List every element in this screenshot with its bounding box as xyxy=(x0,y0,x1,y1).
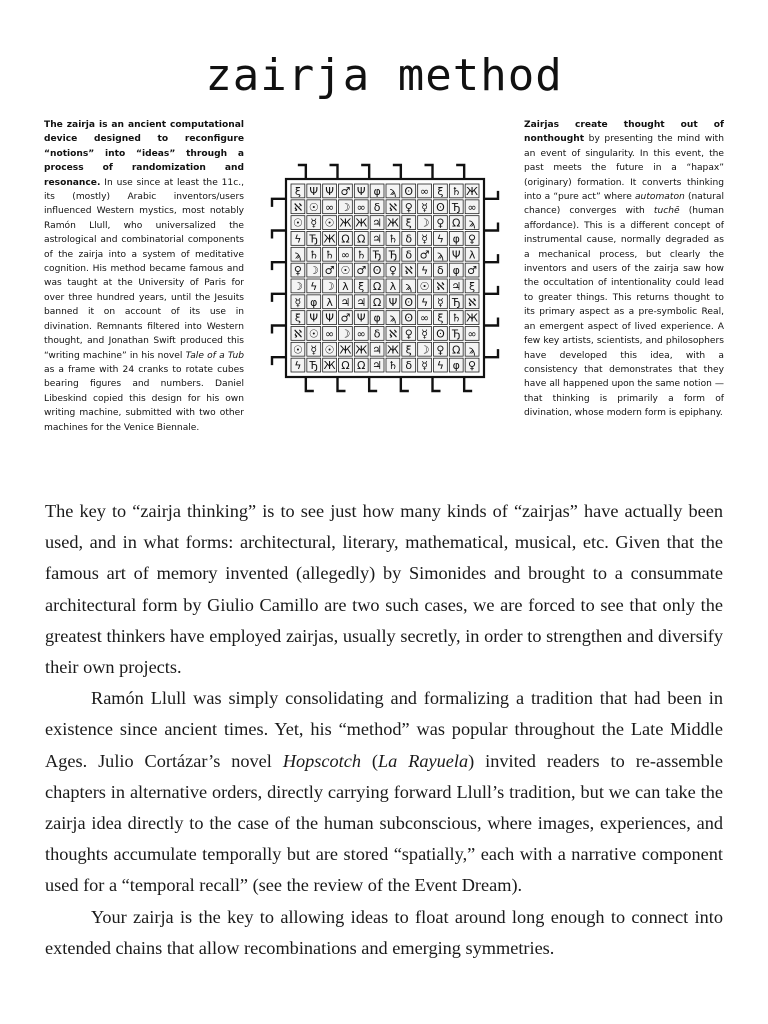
cube-figure-mark: ♃ xyxy=(372,216,383,230)
body-p2-text-b: ( xyxy=(361,750,379,771)
body-paragraph-3: Your zairja is the key to allowing ideas to float around long enough to connect into extended chains that allow recombinations and emerging symmetries. xyxy=(45,906,723,958)
cube-figure-mark: Ψ xyxy=(356,311,366,325)
cube-figure-mark: Ω xyxy=(452,216,461,230)
cube-figure-mark: ʘ xyxy=(404,184,414,198)
cube-figure-mark: ϟ xyxy=(294,359,302,373)
cube-figure-mark: ϟ xyxy=(436,359,445,373)
right-lead-bold: Zairjas create thought out of nonthought xyxy=(524,120,724,145)
cube-figure-mark: Ж xyxy=(355,216,368,230)
cube-figure-mark: ♂ xyxy=(324,264,335,278)
cube-figure-mark: Ψ xyxy=(325,311,334,325)
cube-figure-mark: Ђ xyxy=(309,359,319,373)
cube-figure-mark: ♃ xyxy=(372,232,383,246)
cube-figure-mark: ☽ xyxy=(419,343,430,357)
cube-figure-mark: ♃ xyxy=(340,295,351,309)
right-text-3: (human affordance). This is a different concept of instrumental cause, normally degraded as a mechanical process, but clearly the inventors and users of the zairja saw how the occultation of intentionality could lead to greater things. This returns thought to its primary aspect as a pre-symbolic Real, an emergent aspect of lived experience. A few key artists, scientists, and philosophers have developed this idea, with a consistency that demonstrates that they have all happened upon the same notion — that thinking is primarily a form of divination, whose modern form is epiphany. xyxy=(524,206,724,419)
cube-figure-mark: ξ xyxy=(437,184,444,198)
cube-figure-mark: Ω xyxy=(357,232,366,246)
cube-figure-mark: ♄ xyxy=(356,248,367,262)
cube-figure-mark: ☽ xyxy=(340,327,351,341)
cube-figure-mark: ϡ xyxy=(468,343,476,357)
cube-figure-mark: ☿ xyxy=(294,295,302,309)
cube-figure-mark: ℵ xyxy=(388,200,398,214)
cube-figure-mark: ∞ xyxy=(419,184,430,198)
cube-figure-mark: ☿ xyxy=(437,295,444,309)
cube-figure-mark: δ xyxy=(437,264,444,278)
cube-figure-mark: δ xyxy=(373,200,381,214)
left-text-2: as a frame with 24 cranks to rotate cubes bearing figures and numbers. Daniel Libeskind copied this design for his own writing machine, submitted with two other machines for the Venice Biennale. xyxy=(44,364,244,433)
cube-figure-mark: ♄ xyxy=(387,232,398,246)
crank-handle-bottom xyxy=(338,377,346,391)
main-body-text xyxy=(45,496,723,964)
cube-figure-mark: ξ xyxy=(294,184,301,198)
left-lead-bold: The zairja is an ancient computational device designed to reconfigure “notions” into “ideas” through a process of randomization and resonance. xyxy=(44,120,244,188)
cube-figure-mark: ϡ xyxy=(389,311,397,325)
cube-figure-mark: Ω xyxy=(357,359,366,373)
cube-figure-mark: ℵ xyxy=(436,279,445,293)
cube-figure-mark: ♃ xyxy=(451,279,462,293)
cube-figure-mark: ☿ xyxy=(421,359,428,373)
cube-figure-mark: Ђ xyxy=(309,232,319,246)
cube-figure-mark: φ xyxy=(373,184,381,198)
left-sidebar-text xyxy=(44,118,244,435)
crank-handle-left xyxy=(272,262,286,270)
cube-figure-mark: λ xyxy=(468,248,476,262)
cube-figure-mark: Ψ xyxy=(309,311,319,325)
cube-figure-mark: ♀ xyxy=(293,264,302,278)
cube-figure-mark: ℵ xyxy=(293,200,303,214)
cube-figure-mark: ☉ xyxy=(324,343,335,357)
cube-figure-mark: ☿ xyxy=(310,343,318,357)
cube-figure-mark: Ψ xyxy=(325,184,334,198)
crank-handle-right xyxy=(484,318,498,326)
crank-handle-right xyxy=(484,191,498,199)
cube-figure-mark: δ xyxy=(405,232,413,246)
cube-figure-mark: ϡ xyxy=(468,216,476,230)
cube-figure-mark: ϡ xyxy=(294,248,302,262)
cube-figure-mark: ♀ xyxy=(404,327,413,341)
cube-figure-mark: ξ xyxy=(294,311,301,325)
crank-handle-left xyxy=(272,294,286,302)
right-italic-automaton: automaton xyxy=(634,192,685,203)
cube-figure-mark: Ђ xyxy=(451,295,461,309)
cube-figure-mark: Ψ xyxy=(388,295,398,309)
cube-figure-mark: Ђ xyxy=(451,327,461,341)
body-p2-text-c: ) invited readers to re-assemble chapters in alternative orders, directly carrying forward Llull’s tradition, but we can take the zairja idea directly to the case of the human subconscious, where images, experiences, and thoughts accumulate temporally but are stored “spatially,” each with a narrative component used for a “temporal recall” (see the review of the Event Dream). xyxy=(45,750,723,896)
cube-figure-mark: δ xyxy=(405,359,413,373)
cube-figure-mark: ℵ xyxy=(293,327,303,341)
cube-figure-mark: ☿ xyxy=(310,216,318,230)
cube-figure-mark: ϟ xyxy=(310,279,318,293)
crank-handle-left xyxy=(272,357,286,365)
cube-figure-mark: ∞ xyxy=(419,311,430,325)
cube-figure-mark: ℵ xyxy=(467,295,477,309)
cube-figure-mark: ♂ xyxy=(340,311,351,325)
cube-figure-mark: ♀ xyxy=(404,200,413,214)
crank-handle-top xyxy=(330,165,338,179)
cube-figure-mark: λ xyxy=(326,295,333,309)
cube-figure-mark: ♄ xyxy=(387,359,398,373)
cube-figure-mark: ♀ xyxy=(436,216,445,230)
cube-figure-mark: ∞ xyxy=(324,327,335,341)
cube-figure-mark: Ж xyxy=(339,216,352,230)
crank-handle-right xyxy=(484,254,498,262)
cube-figure-mark: ʘ xyxy=(436,327,445,341)
crank-handle-right xyxy=(484,349,498,357)
right-text-1: by presenting the mind with an event of singularity. In this event, the past meets the future in a “hapax” (originary) formation. It converts thinking into a “pure act” where xyxy=(524,134,724,203)
cube-figure-mark: ☉ xyxy=(292,343,303,357)
body-p2-text-a: Ramón Llull was simply consolidating and formalizing a tradition that had been in existence since ancient times. Yet, his “method” was popular throughout the Late Middle Ages. Julio Cortázar’s novel xyxy=(45,688,723,771)
cube-figure-mark: ♂ xyxy=(340,184,351,198)
cube-figure-mark: Ω xyxy=(372,279,382,293)
cube-figure-mark: ☉ xyxy=(308,327,319,341)
cube-figure-mark: φ xyxy=(452,232,460,246)
crank-handle-bottom xyxy=(306,377,314,391)
cube-figure-mark: ♀ xyxy=(468,359,477,373)
cube-figure-mark: ☉ xyxy=(292,216,303,230)
cube-figure-mark: ♄ xyxy=(451,184,462,198)
cube-figure-mark: ∞ xyxy=(467,200,477,214)
cube-figure-mark: ♂ xyxy=(467,264,478,278)
body-p2-italic-hopscotch: Hopscotch xyxy=(282,750,361,771)
swift-writing-machine-illustration xyxy=(262,155,506,457)
cube-figure-mark: ϡ xyxy=(405,279,413,293)
cube-figure-mark: ϡ xyxy=(389,184,397,198)
cube-figure-mark: ʘ xyxy=(436,200,445,214)
cube-figure-mark: Ψ xyxy=(356,184,366,198)
cube-figure-mark: Ђ xyxy=(388,248,398,262)
cube-figure-mark: ∞ xyxy=(467,327,477,341)
cube-figure-mark: ∞ xyxy=(340,248,351,262)
cube-figure-mark: ℵ xyxy=(388,327,398,341)
cube-figure-mark: ☉ xyxy=(340,264,351,278)
left-text-1: In use since at least the 11c., its (mostly) Arabic inventors/users influenced Western mystics, most notably Ramón Llull, who universalized the astrological and combinatorial components of the zairja into a system of meditative cognition. His method became famous and was taught at the University of Paris for over three hundred years, until the Jesuits banned it on account of its use in divination. Remnants filtered into Western thought, and Jonathan Swift produced this “writing machine” in his novel xyxy=(44,177,244,361)
cube-figure-mark: ξ xyxy=(405,343,412,357)
cube-figure-mark: ξ xyxy=(358,279,365,293)
cube-figure-mark: ☽ xyxy=(419,216,430,230)
cube-figure-mark: ♃ xyxy=(372,359,383,373)
cube-figure-mark: Ψ xyxy=(309,184,319,198)
body-paragraph-1: The key to “zairja thinking” is to see just how many kinds of “zairjas” have actually been used, and in what forms: architectural, literary, mathematical, musical, etc. Given that the famous art of memory invented (allegedly) by Simonides and brought to a consummate architectural form by Giulio Camillo are two such cases, we are forced to see that only the greatest thinkers have employed zairjas, usually secretly, in order to strengthen and diversify their own projects. xyxy=(45,501,723,678)
cube-figure-mark: ʘ xyxy=(404,295,414,309)
cube-figure-mark: Ж xyxy=(466,311,479,325)
cube-figure-mark: ϟ xyxy=(436,232,445,246)
cube-figure-mark: ☉ xyxy=(308,200,319,214)
cube-figure-mark: ☿ xyxy=(421,200,428,214)
right-text-2: (natural chance) converges with xyxy=(524,192,724,217)
crank-handle-bottom xyxy=(369,377,377,391)
cube-figure-mark: ϟ xyxy=(294,232,302,246)
cube-figure-mark: Ж xyxy=(355,343,368,357)
cube-figure-mark: Ω xyxy=(372,295,382,309)
cube-figure-mark: ☽ xyxy=(324,279,335,293)
cube-figure-mark: λ xyxy=(389,279,397,293)
crank-handle-top xyxy=(393,165,401,179)
cube-figure-mark: ʘ xyxy=(372,264,382,278)
right-italic-tuche: tuchē xyxy=(653,206,680,217)
cube-figure-mark: Ω xyxy=(341,232,350,246)
cube-figure-mark: ξ xyxy=(469,279,476,293)
cube-figure-mark: ☽ xyxy=(308,264,319,278)
cube-figure-mark: δ xyxy=(373,327,381,341)
crank-handle-right xyxy=(484,223,498,231)
crank-handle-left xyxy=(272,231,286,239)
cube-figure-mark: ♄ xyxy=(451,311,462,325)
body-p2-italic-la-rayuela: La Rayuela xyxy=(378,750,469,771)
cube-figure-mark: Ђ xyxy=(451,200,461,214)
cube-figure-mark: Ω xyxy=(341,359,350,373)
cube-figure-mark: ♄ xyxy=(308,248,319,262)
cube-figure-mark: ʘ xyxy=(404,311,414,325)
crank-handle-top xyxy=(425,165,433,179)
cube-figure-mark: ∞ xyxy=(356,327,366,341)
cube-figure-mark: ϡ xyxy=(436,248,444,262)
cube-figure-mark: ☉ xyxy=(419,279,430,293)
cube-figure-mark: Ж xyxy=(323,359,336,373)
cube-figure-mark: ϟ xyxy=(420,264,429,278)
cube-figure-mark: ☿ xyxy=(421,327,428,341)
cube-figure-mark: φ xyxy=(373,311,381,325)
crank-handle-left xyxy=(272,199,286,207)
cube-figure-mark: ∞ xyxy=(324,200,335,214)
cube-figure-mark: ♄ xyxy=(324,248,335,262)
cube-figure-mark: ☽ xyxy=(292,279,303,293)
cube-figure-mark: λ xyxy=(342,279,349,293)
cube-figure-mark: φ xyxy=(452,264,460,278)
cube-figure-mark: ♀ xyxy=(436,343,445,357)
cube-figure-mark: ♃ xyxy=(372,343,383,357)
cube-figure-mark: φ xyxy=(310,295,318,309)
cube-figure-mark: ♂ xyxy=(356,264,367,278)
crank-handle-top xyxy=(361,165,369,179)
cube-figure-mark: ♀ xyxy=(388,264,397,278)
cube-figure-mark: ☉ xyxy=(324,216,335,230)
cube-figure-mark: ϟ xyxy=(420,295,429,309)
crank-handle-top xyxy=(456,165,464,179)
cube-figure-mark: Ж xyxy=(323,232,336,246)
cube-figure-mark: ♀ xyxy=(468,232,477,246)
body-paragraph-2 xyxy=(45,683,723,901)
page-title: zairja method xyxy=(205,50,563,101)
cube-figure-mark: Ψ xyxy=(451,248,461,262)
cube-figure-mark: ξ xyxy=(405,216,412,230)
cube-figure-mark: Ж xyxy=(386,216,399,230)
cube-figure-mark: ξ xyxy=(437,311,444,325)
crank-handle-bottom xyxy=(464,377,472,391)
right-sidebar-text xyxy=(524,118,724,421)
cube-figure-mark: ∞ xyxy=(356,200,366,214)
crank-handle-bottom xyxy=(433,377,441,391)
crank-handle-left xyxy=(272,326,286,334)
cube-figure-mark: ♃ xyxy=(356,295,367,309)
crank-handle-bottom xyxy=(401,377,409,391)
cube-figure-mark: Ж xyxy=(386,343,399,357)
cube-figure-mark: Ж xyxy=(339,343,352,357)
cube-figure-mark: δ xyxy=(405,248,413,262)
cube-figure-mark: Ω xyxy=(452,343,461,357)
cube-figure-mark: ℵ xyxy=(404,264,413,278)
cube-figure-mark: ☽ xyxy=(340,200,351,214)
cube-figure-mark: Ђ xyxy=(372,248,382,262)
crank-handle-top xyxy=(298,165,306,179)
cube-figure-mark: ☿ xyxy=(421,232,428,246)
left-italic-tale-of-a-tub: Tale of a Tub xyxy=(185,350,245,361)
writing-machine-drawing xyxy=(272,165,498,391)
cube-figure-mark: φ xyxy=(452,359,460,373)
cube-figure-mark: Ж xyxy=(466,184,479,198)
crank-handle-right xyxy=(484,286,498,294)
cube-figure-mark: ♂ xyxy=(419,248,430,262)
